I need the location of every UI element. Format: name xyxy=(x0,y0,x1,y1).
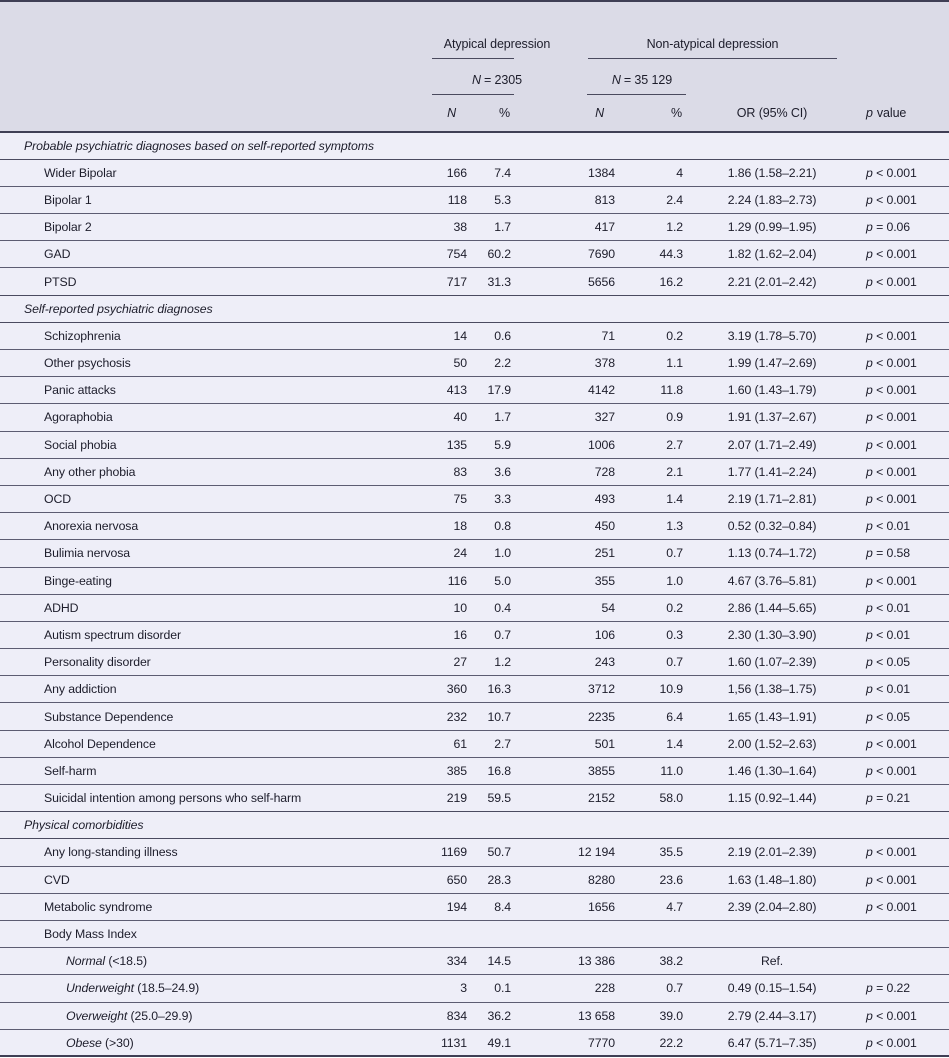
cell-pct-atypical: 1.0 xyxy=(470,540,514,567)
row-label: Wider Bipolar xyxy=(0,159,415,186)
cell-pct-atypical: 2.2 xyxy=(470,350,514,377)
row-label: Social phobia xyxy=(0,431,415,458)
cell-n-non-atypical: 13 386 xyxy=(514,948,618,975)
table-row xyxy=(0,1029,949,1056)
cell-pct-atypical: 17.9 xyxy=(470,377,514,404)
cell-n-atypical: 194 xyxy=(415,893,470,920)
row-label: Binge-eating xyxy=(0,567,415,594)
cell-or: Ref. xyxy=(686,948,858,975)
cell-pct-non-atypical: 1.1 xyxy=(618,350,686,377)
group-header-non-atypical xyxy=(514,1,858,59)
cell-or: 2.86 (1.44–5.65) xyxy=(686,594,858,621)
cell-p-value: p < 0.001 xyxy=(858,159,949,186)
row-label: Agoraphobia xyxy=(0,404,415,431)
header-spacer xyxy=(0,59,415,95)
header-spacer xyxy=(686,59,858,95)
cell-or: 1.13 (0.74–1.72) xyxy=(686,540,858,567)
table-row xyxy=(0,893,949,920)
row-label: Underweight (18.5–24.9) xyxy=(0,975,415,1002)
row-label: Panic attacks xyxy=(0,377,415,404)
cell-pct-non-atypical: 0.7 xyxy=(618,540,686,567)
cell-pct-atypical: 16.8 xyxy=(470,757,514,784)
cell-n-atypical: 83 xyxy=(415,458,470,485)
cell-n-non-atypical: 8280 xyxy=(514,866,618,893)
col-header-n-atypical: N xyxy=(415,95,470,132)
table-row xyxy=(0,458,949,485)
cell-p-value: p < 0.001 xyxy=(858,730,949,757)
cell-or: 1.60 (1.43–1.79) xyxy=(686,377,858,404)
row-label: GAD xyxy=(0,241,415,268)
cell-pct-non-atypical: 2.4 xyxy=(618,186,686,213)
cell-n-atypical: 135 xyxy=(415,431,470,458)
cell-pct-non-atypical: 1.4 xyxy=(618,730,686,757)
cell-pct-non-atypical: 22.2 xyxy=(618,1029,686,1056)
cell-pct-non-atypical: 2.1 xyxy=(618,458,686,485)
cell-n-non-atypical: 71 xyxy=(514,322,618,349)
cell-n-non-atypical: 4142 xyxy=(514,377,618,404)
cell-n-atypical: 38 xyxy=(415,214,470,241)
cell-pct-non-atypical: 39.0 xyxy=(618,1002,686,1029)
cell-p-value: p < 0.001 xyxy=(858,377,949,404)
cell-p-value: p < 0.001 xyxy=(858,431,949,458)
cell-n-atypical: 232 xyxy=(415,703,470,730)
section-title: Self-reported psychiatric diagnoses xyxy=(0,295,949,322)
cell-n-atypical: 219 xyxy=(415,785,470,812)
cell-n-atypical: 24 xyxy=(415,540,470,567)
cell-p-value: p = 0.58 xyxy=(858,540,949,567)
cell-p-value xyxy=(858,948,949,975)
cell-n-non-atypical: 417 xyxy=(514,214,618,241)
row-label: ADHD xyxy=(0,594,415,621)
cell-n-non-atypical: 5656 xyxy=(514,268,618,295)
row-label: Autism spectrum disorder xyxy=(0,621,415,648)
cell-pct-atypical: 59.5 xyxy=(470,785,514,812)
cell-p-value: p < 0.001 xyxy=(858,485,949,512)
sample-size-non-atypical xyxy=(514,59,686,95)
row-label: Any other phobia xyxy=(0,458,415,485)
cell-n-atypical: 834 xyxy=(415,1002,470,1029)
cell-p-value: p < 0.001 xyxy=(858,268,949,295)
cell-n-atypical: 385 xyxy=(415,757,470,784)
cell-pct-atypical: 2.7 xyxy=(470,730,514,757)
cell-n-atypical: 75 xyxy=(415,485,470,512)
cell-pct-non-atypical: 44.3 xyxy=(618,241,686,268)
cell-pct-atypical: 1.2 xyxy=(470,649,514,676)
table-row xyxy=(0,186,949,213)
group-header-atypical xyxy=(415,1,551,59)
col-header-pct-non-atypical: % xyxy=(618,95,686,132)
cell-pct-atypical: 10.7 xyxy=(470,703,514,730)
row-label: Anorexia nervosa xyxy=(0,513,415,540)
cell-n-atypical: 754 xyxy=(415,241,470,268)
cell-n-non-atypical: 2152 xyxy=(514,785,618,812)
cell-n-atypical: 61 xyxy=(415,730,470,757)
header-spacer xyxy=(858,59,949,95)
table-row xyxy=(0,540,949,567)
cell-pct-atypical: 0.4 xyxy=(470,594,514,621)
table-row xyxy=(0,866,949,893)
cell-pct-atypical: 1.7 xyxy=(470,214,514,241)
row-label: Bulimia nervosa xyxy=(0,540,415,567)
cell-p-value: p < 0.001 xyxy=(858,567,949,594)
cell-pct-atypical: 3.6 xyxy=(470,458,514,485)
cell-n-non-atypical: 12 194 xyxy=(514,839,618,866)
cell-n-non-atypical: 13 658 xyxy=(514,1002,618,1029)
cell-p-value: p < 0.001 xyxy=(858,458,949,485)
header-spacer xyxy=(0,1,415,59)
cell-n-non-atypical: 501 xyxy=(514,730,618,757)
cell-pct-atypical: 5.0 xyxy=(470,567,514,594)
cell-pct-non-atypical: 1.3 xyxy=(618,513,686,540)
cell-or: 2.19 (1.71–2.81) xyxy=(686,485,858,512)
row-label: Any addiction xyxy=(0,676,415,703)
table-row xyxy=(0,214,949,241)
col-header-p-value: p value xyxy=(858,95,949,132)
table-row xyxy=(0,621,949,648)
row-label: Bipolar 1 xyxy=(0,186,415,213)
cell-pct-atypical: 0.1 xyxy=(470,975,514,1002)
cell-pct-non-atypical: 10.9 xyxy=(618,676,686,703)
table-row xyxy=(0,404,949,431)
cell-n-atypical: 1169 xyxy=(415,839,470,866)
cell-p-value: p < 0.001 xyxy=(858,350,949,377)
row-label: Obese (>30) xyxy=(0,1029,415,1056)
cell-or: 3.19 (1.78–5.70) xyxy=(686,322,858,349)
cell-n-non-atypical: 355 xyxy=(514,567,618,594)
cell-n-non-atypical: 243 xyxy=(514,649,618,676)
cell-n-atypical: 360 xyxy=(415,676,470,703)
cell-n-non-atypical: 728 xyxy=(514,458,618,485)
cell-or: 1.46 (1.30–1.64) xyxy=(686,757,858,784)
cell-p-value: p = 0.22 xyxy=(858,975,949,1002)
cell-n-non-atypical: 7690 xyxy=(514,241,618,268)
cell-or: 1.65 (1.43–1.91) xyxy=(686,703,858,730)
cell-p-value: p < 0.001 xyxy=(858,241,949,268)
section-row xyxy=(0,295,949,322)
cell-n-non-atypical: 3855 xyxy=(514,757,618,784)
table-row xyxy=(0,567,949,594)
cell-pct-non-atypical: 11.8 xyxy=(618,377,686,404)
cell-pct-atypical: 5.3 xyxy=(470,186,514,213)
header-spacer xyxy=(0,95,415,132)
cell-n-non-atypical: 1006 xyxy=(514,431,618,458)
cell-p-value: p < 0.001 xyxy=(858,186,949,213)
cell-p-value: p < 0.01 xyxy=(858,621,949,648)
cell-n-non-atypical: 1656 xyxy=(514,893,618,920)
cell-or: 2.00 (1.52–2.63) xyxy=(686,730,858,757)
cell-n-atypical: 50 xyxy=(415,350,470,377)
table-row xyxy=(0,322,949,349)
cell-p-value: p < 0.001 xyxy=(858,757,949,784)
cell-p-value: p < 0.001 xyxy=(858,1029,949,1056)
cell-or: 6.47 (5.71–7.35) xyxy=(686,1029,858,1056)
table-row xyxy=(0,1002,949,1029)
cell-or: 2.39 (2.04–2.80) xyxy=(686,893,858,920)
cell-or: 1.82 (1.62–2.04) xyxy=(686,241,858,268)
cell-pct-non-atypical: 58.0 xyxy=(618,785,686,812)
cell-pct-non-atypical: 1.0 xyxy=(618,567,686,594)
cell-or: 2.30 (1.30–3.90) xyxy=(686,621,858,648)
cell-pct-non-atypical: 0.7 xyxy=(618,649,686,676)
table-row xyxy=(0,350,949,377)
cell-or: 2.24 (1.83–2.73) xyxy=(686,186,858,213)
cell-n-atypical: 1131 xyxy=(415,1029,470,1056)
cell-n-atypical: 413 xyxy=(415,377,470,404)
table-row xyxy=(0,975,949,1002)
cell-pct-atypical: 7.4 xyxy=(470,159,514,186)
cell-pct-non-atypical: 16.2 xyxy=(618,268,686,295)
cell-n-atypical: 717 xyxy=(415,268,470,295)
table-row xyxy=(0,920,949,947)
cell-p-value: p < 0.001 xyxy=(858,839,949,866)
cell-pct-non-atypical: 0.3 xyxy=(618,621,686,648)
row-label: Any long-standing illness xyxy=(0,839,415,866)
cell-n-non-atypical: 3712 xyxy=(514,676,618,703)
table-row xyxy=(0,513,949,540)
cell-p-value: p < 0.01 xyxy=(858,594,949,621)
table-row xyxy=(0,730,949,757)
cell-pct-non-atypical: 38.2 xyxy=(618,948,686,975)
sample-size-non-atypical-value: = 35 129 xyxy=(623,73,673,87)
cell-p-value: p < 0.001 xyxy=(858,1002,949,1029)
table-row xyxy=(0,485,949,512)
cell-or: 1,56 (1.38–1.75) xyxy=(686,676,858,703)
cell-n-non-atypical: 7770 xyxy=(514,1029,618,1056)
cell-n-non-atypical: 493 xyxy=(514,485,618,512)
cell-n-non-atypical: 54 xyxy=(514,594,618,621)
row-label: Self-harm xyxy=(0,757,415,784)
col-header-or: OR (95% CI) xyxy=(686,95,858,132)
cell-pct-atypical: 5.9 xyxy=(470,431,514,458)
cell-pct-atypical: 50.7 xyxy=(470,839,514,866)
cell-p-value: p < 0.01 xyxy=(858,513,949,540)
row-label: Personality disorder xyxy=(0,649,415,676)
cell-n-non-atypical: 106 xyxy=(514,621,618,648)
cell-pct-non-atypical: 4.7 xyxy=(618,893,686,920)
cell-or: 1.91 (1.37–2.67) xyxy=(686,404,858,431)
cell-pct-non-atypical: 1.2 xyxy=(618,214,686,241)
cell-or: 2.79 (2.44–3.17) xyxy=(686,1002,858,1029)
cell-or: 0.49 (0.15–1.54) xyxy=(686,975,858,1002)
col-header-pct-atypical: % xyxy=(470,95,514,132)
table-header xyxy=(0,1,949,132)
cell-p-value: p < 0.05 xyxy=(858,703,949,730)
cell-n-non-atypical: 813 xyxy=(514,186,618,213)
row-label: Normal (<18.5) xyxy=(0,948,415,975)
group-header-atypical-label: Atypical depression xyxy=(432,37,562,59)
cell-pct-atypical: 0.6 xyxy=(470,322,514,349)
n-symbol: N xyxy=(611,73,621,87)
cell-n-atypical: 334 xyxy=(415,948,470,975)
cell-pct-non-atypical: 0.9 xyxy=(618,404,686,431)
table-row xyxy=(0,757,949,784)
cell-or: 1.15 (0.92–1.44) xyxy=(686,785,858,812)
row-label: Substance Dependence xyxy=(0,703,415,730)
cell-n-non-atypical: 2235 xyxy=(514,703,618,730)
cell-n-non-atypical: 251 xyxy=(514,540,618,567)
cell-pct-atypical: 0.7 xyxy=(470,621,514,648)
table-row xyxy=(0,377,949,404)
cell-p-value: p < 0.001 xyxy=(858,866,949,893)
col-header-n-non-atypical: N xyxy=(514,95,618,132)
cell-pct-atypical: 36.2 xyxy=(470,1002,514,1029)
cell-or: 1.77 (1.41–2.24) xyxy=(686,458,858,485)
cell-pct-atypical: 8.4 xyxy=(470,893,514,920)
sample-size-atypical xyxy=(415,59,522,95)
cell-pct-atypical: 3.3 xyxy=(470,485,514,512)
cell-pct-non-atypical: 4 xyxy=(618,159,686,186)
row-label: Schizophrenia xyxy=(0,322,415,349)
header-spacer xyxy=(858,1,949,59)
cell-pct-atypical: 31.3 xyxy=(470,268,514,295)
table-row xyxy=(0,431,949,458)
cell-or: 2.19 (2.01–2.39) xyxy=(686,839,858,866)
cell-or: 1.99 (1.47–2.69) xyxy=(686,350,858,377)
cell-n-atypical: 166 xyxy=(415,159,470,186)
cell-n-non-atypical: 327 xyxy=(514,404,618,431)
table-row xyxy=(0,268,949,295)
cell-pct-atypical: 14.5 xyxy=(470,948,514,975)
subsection-label: Body Mass Index xyxy=(0,920,949,947)
cell-pct-atypical: 49.1 xyxy=(470,1029,514,1056)
cell-pct-non-atypical: 35.5 xyxy=(618,839,686,866)
row-label: Suicidal intention among persons who self-harm xyxy=(0,785,415,812)
cell-pct-non-atypical: 6.4 xyxy=(618,703,686,730)
cell-p-value: p = 0.06 xyxy=(858,214,949,241)
cell-n-non-atypical: 378 xyxy=(514,350,618,377)
cell-pct-non-atypical: 0.7 xyxy=(618,975,686,1002)
cell-pct-atypical: 1.7 xyxy=(470,404,514,431)
cell-pct-non-atypical: 23.6 xyxy=(618,866,686,893)
table-row xyxy=(0,159,949,186)
group-header-non-atypical-label: Non-atypical depression xyxy=(588,37,837,59)
cell-or: 0.52 (0.32–0.84) xyxy=(686,513,858,540)
cell-pct-atypical: 16.3 xyxy=(470,676,514,703)
row-label: PTSD xyxy=(0,268,415,295)
section-row xyxy=(0,812,949,839)
cell-n-non-atypical: 1384 xyxy=(514,159,618,186)
section-row xyxy=(0,132,949,159)
cell-pct-non-atypical: 2.7 xyxy=(618,431,686,458)
cell-p-value: p < 0.01 xyxy=(858,676,949,703)
cell-n-non-atypical: 450 xyxy=(514,513,618,540)
cell-pct-non-atypical: 11.0 xyxy=(618,757,686,784)
row-label: Alcohol Dependence xyxy=(0,730,415,757)
cell-pct-atypical: 0.8 xyxy=(470,513,514,540)
cell-n-atypical: 116 xyxy=(415,567,470,594)
row-label: Metabolic syndrome xyxy=(0,893,415,920)
cell-p-value: p < 0.001 xyxy=(858,322,949,349)
cell-n-atypical: 10 xyxy=(415,594,470,621)
cell-n-atypical: 14 xyxy=(415,322,470,349)
cell-p-value: p = 0.21 xyxy=(858,785,949,812)
cell-or: 2.21 (2.01–2.42) xyxy=(686,268,858,295)
cell-or: 1.63 (1.48–1.80) xyxy=(686,866,858,893)
cell-n-atypical: 3 xyxy=(415,975,470,1002)
n-symbol: N xyxy=(472,73,481,87)
table-row xyxy=(0,241,949,268)
cell-n-atypical: 40 xyxy=(415,404,470,431)
row-label: Other psychosis xyxy=(0,350,415,377)
table-row xyxy=(0,839,949,866)
cell-pct-non-atypical: 1.4 xyxy=(618,485,686,512)
table-body xyxy=(0,132,949,1056)
row-label: Overweight (25.0–29.9) xyxy=(0,1002,415,1029)
row-label: OCD xyxy=(0,485,415,512)
cell-p-value: p < 0.001 xyxy=(858,404,949,431)
table-row xyxy=(0,676,949,703)
cell-n-non-atypical: 228 xyxy=(514,975,618,1002)
cell-p-value: p < 0.05 xyxy=(858,649,949,676)
cell-n-atypical: 118 xyxy=(415,186,470,213)
cell-pct-non-atypical: 0.2 xyxy=(618,594,686,621)
row-label: CVD xyxy=(0,866,415,893)
cell-or: 1.60 (1.07–2.39) xyxy=(686,649,858,676)
cell-pct-atypical: 60.2 xyxy=(470,241,514,268)
cell-pct-atypical: 28.3 xyxy=(470,866,514,893)
cell-or: 1.86 (1.58–2.21) xyxy=(686,159,858,186)
table-row xyxy=(0,649,949,676)
table-row xyxy=(0,703,949,730)
cell-n-atypical: 16 xyxy=(415,621,470,648)
table-row xyxy=(0,594,949,621)
cell-p-value: p < 0.001 xyxy=(858,893,949,920)
cell-or: 1.29 (0.99–1.95) xyxy=(686,214,858,241)
cell-n-atypical: 650 xyxy=(415,866,470,893)
section-title: Physical comorbidities xyxy=(0,812,949,839)
cell-n-atypical: 18 xyxy=(415,513,470,540)
row-label: Bipolar 2 xyxy=(0,214,415,241)
sample-size-atypical-value: = 2305 xyxy=(483,73,522,87)
section-title: Probable psychiatric diagnoses based on self-reported symptoms xyxy=(0,132,949,159)
table-row xyxy=(0,948,949,975)
cell-or: 2.07 (1.71–2.49) xyxy=(686,431,858,458)
cell-n-atypical: 27 xyxy=(415,649,470,676)
table-row xyxy=(0,785,949,812)
cell-or: 4.67 (3.76–5.81) xyxy=(686,567,858,594)
cell-pct-non-atypical: 0.2 xyxy=(618,322,686,349)
